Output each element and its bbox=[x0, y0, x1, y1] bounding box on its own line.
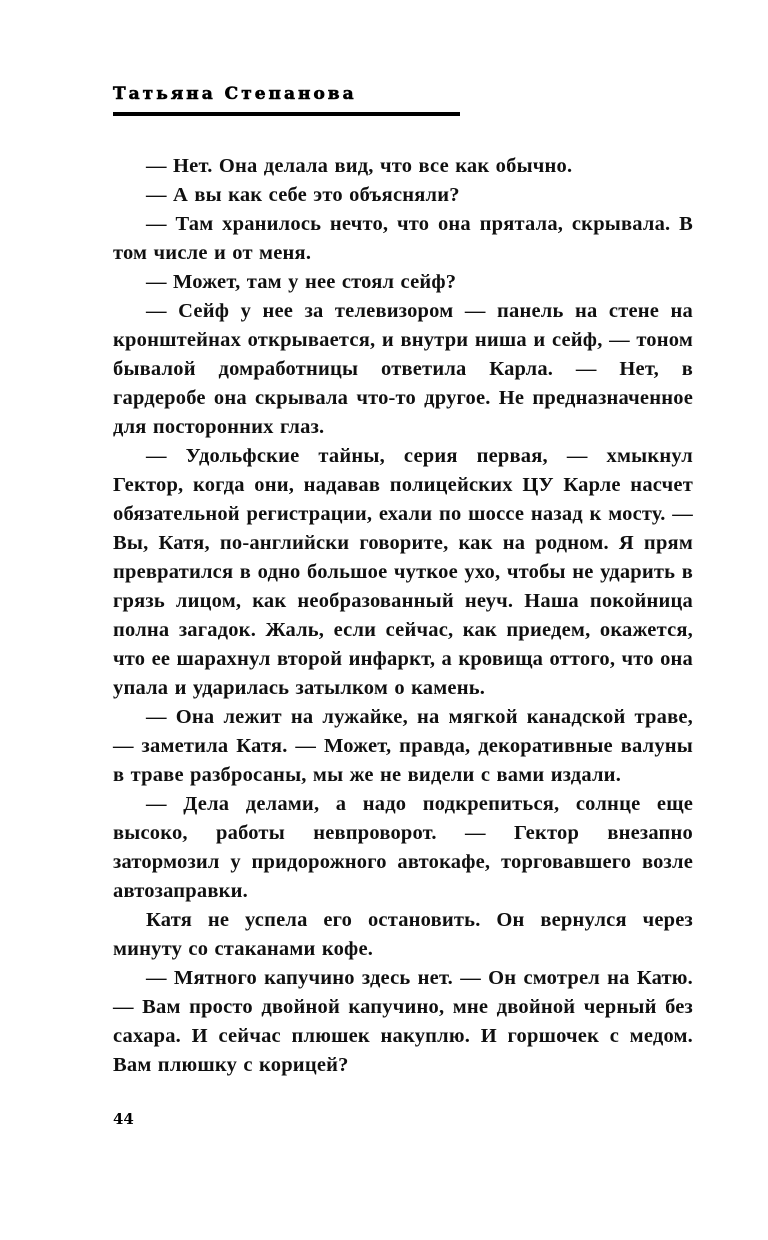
paragraph: — А вы как себе это объясняли? bbox=[146, 184, 460, 206]
paragraph: — Дела делами, а надо подкрепиться, солнце еще высоко, работы невпроворот. — Гектор внезапно затормозил у придорожного автокафе, торговавшего возле автозаправки. bbox=[113, 793, 693, 902]
running-header bbox=[113, 84, 460, 116]
paragraph: — Может, там у нее стоял сейф? bbox=[146, 271, 457, 293]
paragraph: — Она лежит на лужайке, на мягкой канадской траве, — заметила Катя. — Может, правда, декоративные валуны в траве разбросаны, мы же не видели с вами издали. bbox=[113, 706, 693, 786]
page-body bbox=[113, 152, 693, 1080]
paragraph: — Нет. Она делала вид, что все как обычно. bbox=[146, 155, 573, 177]
paragraph: — Удольфские тайны, серия первая, — хмыкнул Гектор, когда они, надавав полицейских ЦУ Карле насчет обязательной регистрации, ехали по шоссе назад к мосту. — Вы, Катя, по-английски говорите, как на родном. Я прям превратился в одно большое чуткое ухо, чтобы не ударить в грязь лицом, как необразованный неуч. Наша покойница полна загадок. Жаль, если сейчас, как приедем, окажется, что ее шарахнул второй инфаркт, а кровища оттого, что она упала и ударилась затылком о камень. bbox=[113, 445, 693, 699]
author-name: Татьяна Степанова bbox=[113, 84, 357, 104]
page-number: 44 bbox=[113, 1110, 134, 1128]
paragraph: Катя не успела его остановить. Он вернулся через минуту со стаканами кофе. bbox=[113, 909, 693, 960]
header-rule bbox=[113, 112, 460, 116]
paragraph: — Сейф у нее за телевизором — панель на стене на кронштейнах открывается, и внутри ниша и сейф, — тоном бывалой домработницы ответила Карла. — Нет, в гардеробе она скрывала что-то другое. Не предназначенное для посторонних глаз. bbox=[113, 300, 693, 438]
paragraph: — Мятного капучино здесь нет. — Он смотрел на Катю. — Вам просто двойной капучино, мне двойной черный без сахара. И сейчас плюшек накуплю. И горшочек с медом. Вам плюшку с корицей? bbox=[113, 967, 693, 1076]
paragraph: — Там хранилось нечто, что она прятала, скрывала. В том числе и от меня. bbox=[113, 213, 693, 264]
